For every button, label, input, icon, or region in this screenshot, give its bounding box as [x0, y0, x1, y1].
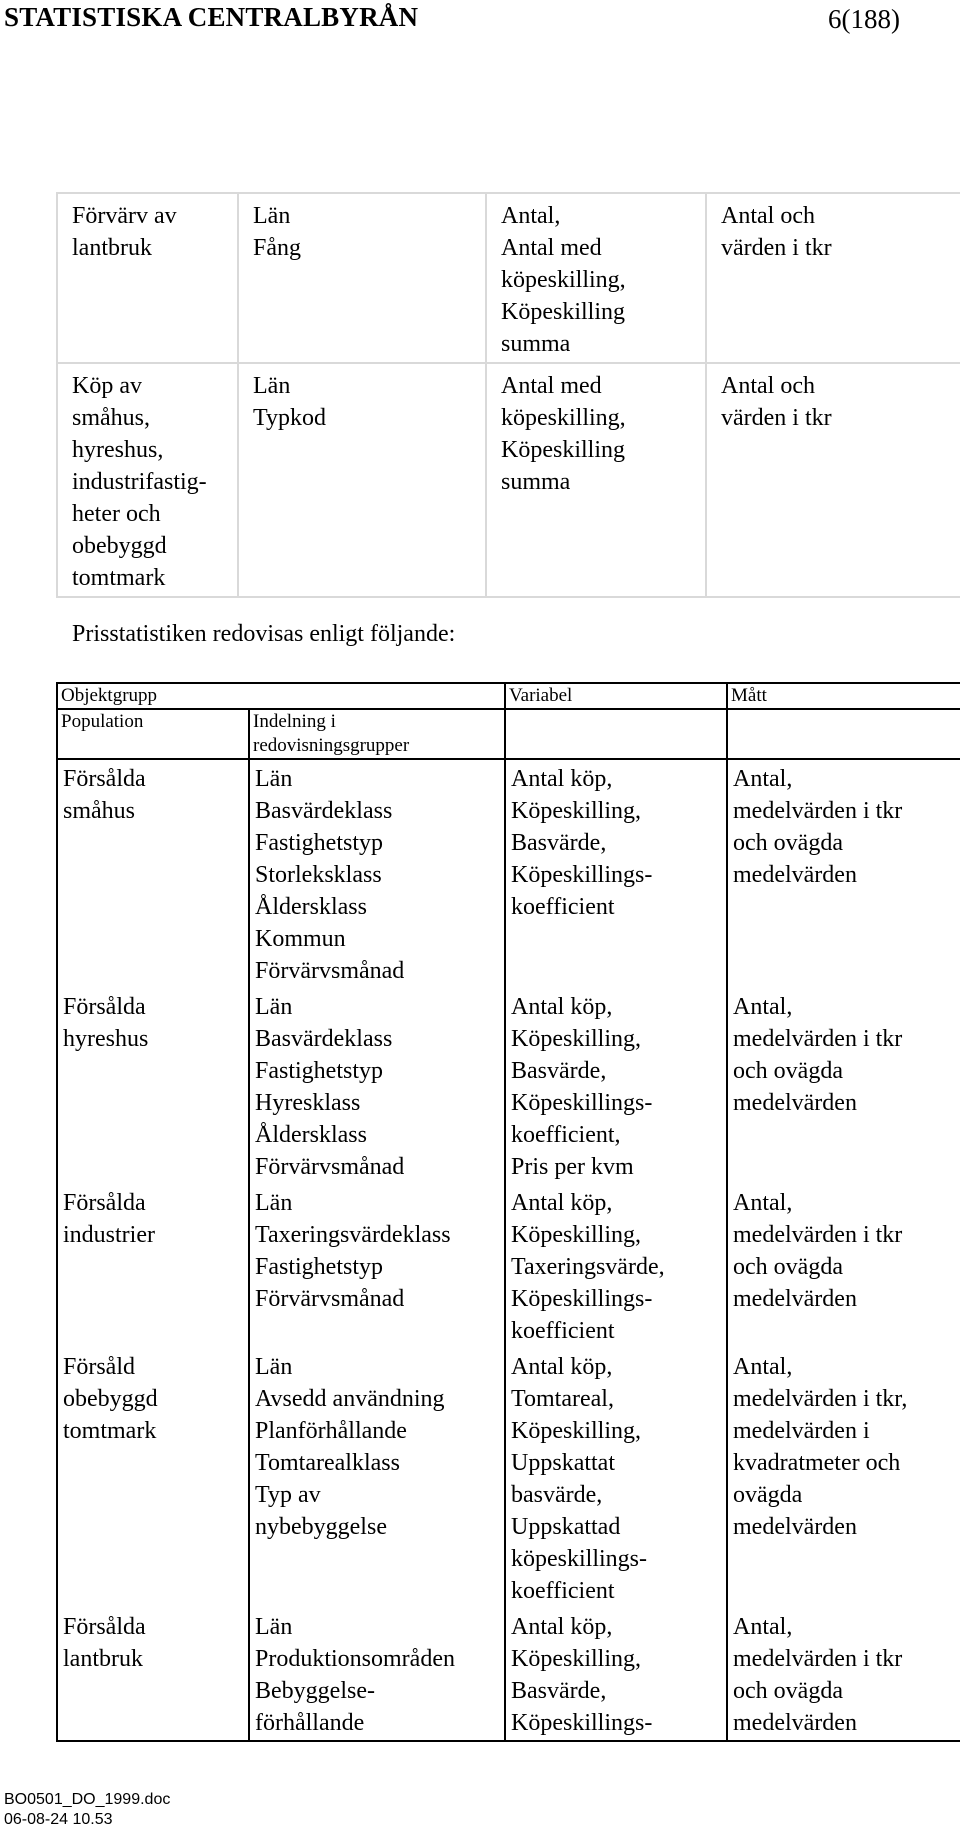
table-cell: Försåld obebyggd tomtmark [57, 1348, 249, 1608]
price-statistics-table [56, 682, 960, 1742]
table-cell: Antal, Antal med köpeskilling, Köpeskilling summa [486, 193, 706, 363]
table-cell: Försålda industrier [57, 1184, 249, 1348]
table-cell: Antal köp, Köpeskilling, Basvärde, Köpeskillings- koefficient [505, 759, 727, 988]
table-row [57, 363, 960, 597]
page-footer [4, 1790, 170, 1830]
table-cell: Antal, medelvärden i tkr och ovägda medelvärden [727, 1184, 960, 1348]
table-cell: Län Avsedd användning Planförhållande Tomtarealklass Typ av nybebyggelse [249, 1348, 505, 1608]
intro-text: Prisstatistiken redovisas enligt följande: [72, 621, 456, 647]
header-objektgrupp: Objektgrupp [57, 683, 505, 709]
table-cell: Antal, medelvärden i tkr, medelvärden i kvadratmeter och ovägda medelvärden [727, 1348, 960, 1608]
header-empty [727, 709, 960, 759]
table-cell: Försålda lantbruk [57, 1608, 249, 1741]
table-cell: Län Typkod [238, 363, 486, 597]
document-filename: BO0501_DO_1999.doc [4, 1791, 171, 1808]
table-row [57, 759, 960, 988]
header-matt: Mått [727, 683, 960, 709]
table-cell: Län Fång [238, 193, 486, 363]
page-number: 6(188) [828, 4, 900, 34]
table-row [57, 1608, 960, 1741]
header-indelning: Indelning i redovisningsgrupper [249, 709, 505, 759]
table-cell: Antal och värden i tkr [706, 363, 960, 597]
header-population: Population [57, 709, 249, 759]
table-cell: Län Taxeringsvärdeklass Fastighetstyp Förvärvsmånad [249, 1184, 505, 1348]
table-cell: Antal, medelvärden i tkr och ovägda medelvärden [727, 759, 960, 988]
table-cell: Försålda småhus [57, 759, 249, 988]
header-variabel: Variabel [505, 683, 727, 709]
table-cell: Antal köp, Köpeskilling, Taxeringsvärde, Köpeskillings- koefficient [505, 1184, 727, 1348]
table-cell: Län Basvärdeklass Fastighetstyp Hyresklass Åldersklass Förvärvsmånad [249, 988, 505, 1184]
organization-name: STATISTISKA CENTRALBYRÅN [4, 2, 419, 32]
table-cell: Län Produktionsområden Bebyggelse- förhållande [249, 1608, 505, 1741]
table-cell: Antal köp, Köpeskilling, Basvärde, Köpeskillings- [505, 1608, 727, 1741]
table-cell: Antal med köpeskilling, Köpeskilling summa [486, 363, 706, 597]
table-cell: Försålda hyreshus [57, 988, 249, 1184]
table-cell: Förvärv av lantbruk [57, 193, 238, 363]
header-empty [505, 709, 727, 759]
table-cell: Län Basvärdeklass Fastighetstyp Storleksklass Åldersklass Kommun Förvärvsmånad [249, 759, 505, 988]
table-header-row [57, 683, 960, 709]
table-row [57, 1184, 960, 1348]
table-cell: Antal, medelvärden i tkr och ovägda medelvärden [727, 988, 960, 1184]
table-row [57, 988, 960, 1184]
table-cell: Antal köp, Tomtareal, Köpeskilling, Uppskattat basvärde, Uppskattad köpeskillings- koefficient [505, 1348, 727, 1608]
table-row [57, 193, 960, 363]
table-header-row [57, 709, 960, 759]
page-header [0, 0, 960, 40]
table-row [57, 1348, 960, 1608]
document-timestamp: 06-08-24 10.53 [4, 1811, 113, 1828]
table-cell: Antal och värden i tkr [706, 193, 960, 363]
table-cell: Köp av småhus, hyreshus, industrifastig- heter och obebyggd tomtmark [57, 363, 238, 597]
table-cell: Antal, medelvärden i tkr och ovägda medelvärden [727, 1608, 960, 1741]
table-cell: Antal köp, Köpeskilling, Basvärde, Köpeskillings- koefficient, Pris per kvm [505, 988, 727, 1184]
variables-table [56, 192, 960, 598]
